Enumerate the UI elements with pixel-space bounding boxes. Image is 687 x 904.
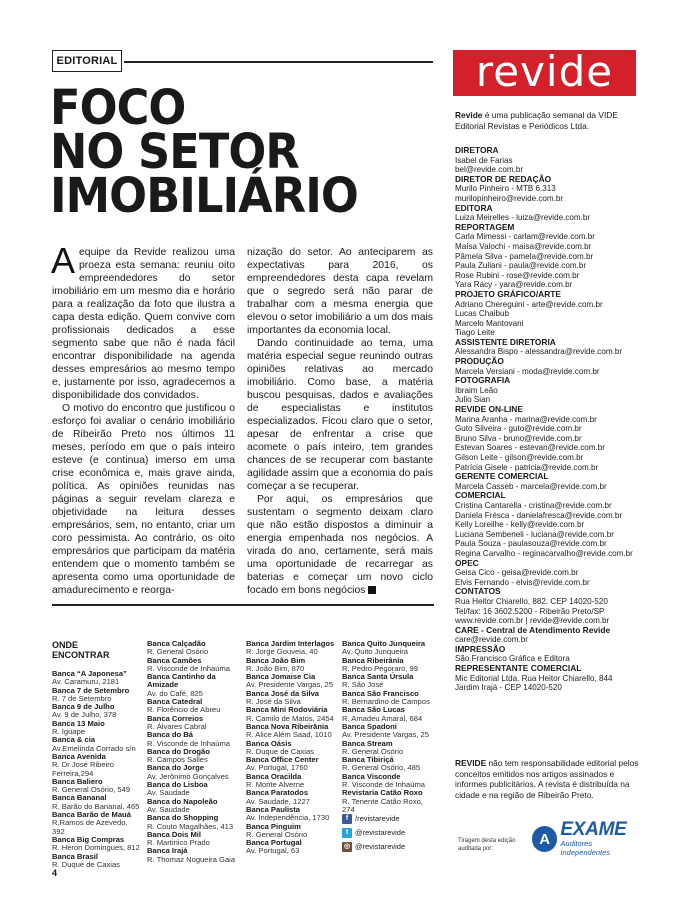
- staff-list: [455, 146, 643, 693]
- newsstand-address: R. Tenente Catão Roxo, 274: [342, 796, 423, 814]
- social-instagram[interactable]: [342, 840, 405, 853]
- staff-line: Tel/fax: 16 3602.5200 - Ribeirão Preto/SP: [455, 606, 605, 616]
- intro-brand: Revide: [455, 110, 483, 120]
- newsstand-address: R. General Osório, 485: [342, 763, 421, 773]
- staff-line: Julio Sian: [455, 395, 491, 405]
- article-paragraph: [51, 240, 235, 402]
- newsstand-name: Banca Cantinho da Amizade: [147, 672, 216, 690]
- newsstand-address: R. General Osório: [246, 829, 308, 839]
- disclaimer-brand: REVIDE: [455, 758, 487, 768]
- newsstand-name: Banca Brasil: [52, 851, 99, 861]
- staff-line: Geisa Cico - geisa@revide.com.br: [455, 568, 579, 578]
- newsstand-address: R. Iguape: [52, 727, 85, 737]
- newsstand-name: Banca Baliero: [52, 776, 103, 786]
- newsstand-address: Av. Jerônimo Gonçalves: [147, 771, 229, 781]
- staff-line: murilopinheiro@revide.com.br: [455, 193, 564, 203]
- staff-line: Estevan Soares - estevan@revide.com.br: [455, 443, 605, 453]
- section-rule: [52, 604, 434, 606]
- social-facebook[interactable]: [342, 812, 405, 825]
- staff-heading: CARE - Central de Atendimento Revide: [455, 624, 611, 635]
- newsstand-name: Banca 13 Maio: [52, 718, 105, 728]
- newsstand-name: Banca São Francisco: [342, 688, 419, 698]
- newsstand-name: Banca Barão de Mauá: [52, 810, 131, 820]
- newsstand-name: Banca Ribeirânia: [342, 655, 404, 665]
- newsstand-address: R. Amadeu Amaral, 684: [342, 713, 423, 723]
- staff-heading: PROJETO GRÁFICO/ARTE: [455, 288, 561, 299]
- staff-line: Paula Zuliani - paula@revide.com.br: [455, 261, 587, 271]
- newsstand-address: Av. Saudade: [147, 788, 190, 798]
- newsstand-address: R. Dr José Ribeiro Ferreira,294: [52, 760, 115, 778]
- staff-line: Carla Mimessi - carlam@revide.com.br: [455, 232, 595, 242]
- newsstand-name: Banca Correios: [147, 713, 204, 723]
- top-rule: [124, 61, 433, 63]
- newsstand-address: Av. do Café, 825: [147, 688, 203, 698]
- newsstand-column-2: [147, 640, 242, 864]
- instagram-icon: ◎: [343, 843, 351, 850]
- staff-line: Marcela Versiani - moda@revide.com.br: [455, 366, 600, 376]
- newsstand-name: Banca Office Center: [246, 755, 319, 765]
- facebook-icon: f: [342, 814, 352, 824]
- staff-line: bel@revide.com.br: [455, 165, 524, 175]
- newsstand-address: Av. Portugal, 63: [246, 846, 300, 856]
- newsstand-name: Banca do Lisboa: [147, 780, 208, 790]
- newsstand-name: Banca do Bá: [147, 730, 193, 740]
- newsstand-address: R. Visconde de Inhaúma: [147, 663, 231, 673]
- staff-heading: OPEC: [455, 557, 479, 568]
- newsstand-address: R. Álvares Cabral: [147, 721, 207, 731]
- newsstand-address: R. Bernardino de Campos: [342, 697, 430, 707]
- newsstand-name: Banca João Bim: [246, 655, 306, 665]
- newsstand-name: Banca Paulista: [246, 804, 301, 814]
- staff-heading: FOTOGRAFIA: [455, 375, 511, 386]
- newsstand-address: R. Monte Alverne: [246, 780, 305, 790]
- newsstand-name: Revistaria Catão Roxo: [342, 788, 423, 798]
- staff-heading: ASSISTENTE DIRETORIA: [455, 336, 556, 347]
- newsstand-address: R. 7 de Setembro: [52, 693, 112, 703]
- staff-line: Kelly Loreilhe - kelly@revide.com.br: [455, 520, 585, 530]
- staff-line: Daniela Frésca - danielafresca@revide.com.br: [455, 510, 623, 520]
- page-number: 4: [52, 868, 58, 878]
- newsstand-name: Banca Paratodos: [246, 788, 309, 798]
- staff-line: Rua Heitor Chiarello, 882. CEP 14020-520: [455, 596, 608, 606]
- staff-line: Regina Carvalho - reginacarvalho@revide.com.br: [455, 548, 633, 558]
- newsstand-address: Av. Presidente Vargas, 25: [246, 680, 333, 690]
- article-column-1: [51, 240, 235, 597]
- staff-line: Luiza Meirelles - luiza@revide.com.br: [455, 213, 591, 223]
- staff-heading: REVIDE ON-LINE: [455, 404, 523, 415]
- newsstand-name: Banca do Jorge: [147, 763, 204, 773]
- newsstand-name: Banca Calçadão: [147, 639, 206, 648]
- social-handle: /revistarevide: [355, 814, 400, 823]
- social-twitter[interactable]: [342, 826, 405, 839]
- newsstand-name: Banca São Lucas: [342, 705, 405, 715]
- newsstand-address: R. Thomaz Nogueira Gaia: [147, 854, 236, 864]
- exame-mark-icon: A: [532, 826, 557, 852]
- article-paragraph: [247, 493, 433, 597]
- newsstand-address: Av. Independência, 1730: [246, 813, 330, 823]
- publisher-intro: [455, 110, 637, 131]
- newsstand-address: R. Alice Além Saad, 1010: [246, 730, 332, 740]
- staff-heading: REPRESENTANTE COMERCIAL: [455, 663, 582, 674]
- newsstand-address: R.Ramos de Azevedo, 392: [52, 818, 128, 836]
- intro-text: é uma publicação semanal da VIDE Editorial Revistas e Periódicos Ltda.: [455, 110, 618, 131]
- newsstand-name: Banca Pinguim: [246, 821, 301, 831]
- newsstand-name: Banca Catedral: [147, 697, 203, 707]
- staff-line: Tiago Leite: [455, 328, 495, 338]
- social-handle: @revistarevide: [355, 828, 406, 837]
- newsstand-address: R. Florêncio de Abreu: [147, 705, 221, 715]
- staff-line: Guto Silveira - guto@revide.com.br: [455, 424, 582, 434]
- newsstand-name: Banca Mini Rodoviária: [246, 705, 328, 715]
- staff-line: Isabel de Farias: [455, 155, 513, 165]
- staff-line: Gilson Leite - gilson@revide.com.br: [455, 453, 584, 462]
- newsstand-address: R. Jorge Gouveia, 40: [246, 647, 318, 657]
- newsstand-address: R. General Osório: [147, 647, 209, 657]
- staff-line: Marcela Casseb - marcela@revide.com.br: [455, 481, 607, 491]
- twitter-icon: t: [342, 828, 352, 838]
- staff-line: Jardim Irajá - CEP 14020-520: [455, 683, 562, 693]
- newsstand-address: Av. Saudade: [147, 804, 190, 814]
- newsstand-name: Banca & cia: [52, 735, 96, 745]
- newsstand-name: Banca Oracilda: [246, 771, 302, 781]
- newsstand-address: R. Camilo de Matos, 2454: [246, 713, 334, 723]
- onde-encontrar-title: ONDE ENCONTRAR: [52, 640, 110, 660]
- newsstand-name: Banca Dois Mil: [147, 829, 202, 839]
- newsstand-address: R. Barão do Bananal, 465: [52, 801, 140, 811]
- newsstand-column-3: [246, 640, 339, 856]
- article-text: equipe da Revide realizou uma proeza esta semana: reuniu oito empreendedores do setor imobiliário em um mesmo dia e horário para a realização da foto que ilustra a capa desta edição. Quem convive com profissionais dedicados a esse segmento sabe que não é nada fácil encontrar disponibilidade na agenda desses empresários ao mesmo tempo e, justamente por isso, agradecemos a disponibilidade dos convidados.: [52, 247, 235, 401]
- newsstand-column-4: [342, 640, 434, 814]
- newsstand-address: Av. Caramuru, 2181: [52, 677, 120, 687]
- staff-line: Rose Rubini - rose@revide.com.br: [455, 270, 580, 280]
- section-tag: EDITORIAL: [52, 50, 122, 72]
- staff-line: Patrícia Gisele - patricia@revide.com.br: [455, 462, 599, 472]
- newsstand-address: R. José da Silva: [246, 697, 301, 707]
- newsstand-name: Banca José da Silva: [246, 688, 320, 698]
- newsstand-address: R. General Osório, 549: [52, 785, 131, 795]
- staff-line: Pâmela Silva - pamela@revide.com.br: [455, 251, 594, 261]
- staff-heading: EDITORA: [455, 202, 493, 213]
- staff-line: Marcelo Mantovani: [455, 318, 524, 328]
- staff-line: Murilo Pinheiro - MTB 6.313: [455, 184, 556, 194]
- article-column-2: [247, 246, 433, 597]
- staff-line: Paula Souza - paulasouza@revide.com.br: [455, 539, 607, 549]
- newsstand-address: R. Campos Salles: [147, 755, 208, 765]
- newsstand-name: Banca 9 de Julho: [52, 702, 115, 712]
- newsstand-name: Banca Big Compras: [52, 834, 125, 844]
- article-paragraph: Dando continuidade ao tema, uma matéria especial segue reunindo outras opiniões relativas ao mercado imobiliário. Como base, a matéria buscou pesquisas, dados e avaliações de especialistas e institutos especializados. Ficou claro que o setor, apesar de enfrentar a crise que acomete o país inteiro, tem grandes chances de se recuperar com bastante agilidade assim que a economia do país começar a se recuperar.: [247, 338, 433, 492]
- newsstand-name: Banca “A Japonesa”: [52, 669, 127, 678]
- newsstand-address: R. Visconde de Inhaúma: [342, 780, 426, 790]
- newsstand-name: Banca do Napoleão: [147, 796, 218, 806]
- newsstand-name: Banca Tibiriçá: [342, 755, 394, 765]
- newsstand-address: Av.Emelinda Corrado s/n: [52, 743, 136, 753]
- newsstand-address: R. Duque de Caxias: [246, 746, 314, 756]
- headline: [50, 80, 408, 224]
- newsstand-address: R. Pedro Pegoraro, 99: [342, 663, 418, 673]
- staff-line: Bruno Silva - bruno@revide.com.br: [455, 433, 582, 443]
- newsstand-address: Av. Quito Junqueira: [342, 647, 408, 657]
- staff-line: Alessandra Bispo - alessandra@revide.com.br: [455, 347, 623, 357]
- staff-line: Marina Aranha - marina@revide.com.br: [455, 414, 597, 424]
- staff-line: Luciana Sembeneli - luciana@revide.com.br: [455, 529, 614, 539]
- staff-line: Cristina Cantarella - cristina@revide.com.br: [455, 500, 612, 510]
- newsstand-name: Banca Santa Úrsula: [342, 672, 414, 682]
- newsstand-address: R. Couto Magalhães, 413: [147, 821, 234, 831]
- newsstand-column-1: [52, 670, 142, 869]
- newsstand-address: Av. Presidente Vargas, 25: [342, 730, 429, 740]
- staff-heading: COMERCIAL: [455, 490, 506, 501]
- exame-subtitle: Auditores Independentes: [560, 839, 611, 857]
- newsstand-name: Banca Quito Junqueira: [342, 639, 426, 648]
- newsstand-name: Banca Portugal: [246, 838, 302, 848]
- newsstand-name: Banca Nova Ribeirânia: [246, 721, 329, 731]
- exame-logo: [532, 819, 642, 857]
- headline-line-1: FOCO: [50, 80, 186, 136]
- article-text: Por aqui, os empresários que sustentam o segmento deixam claro que não estão dispostos a diminuir a energia empenhada nos negócios. A virada do ano, certamente, será mais uma oportunidade de recarregar as baterias e começar um novo ciclo focado em bons negócios: [247, 494, 433, 596]
- newsstand-name: Banca Visconde: [342, 771, 401, 781]
- staff-line: Elvis Fernando - elvis@revide.com.br: [455, 577, 590, 587]
- staff-heading: DIRETORA: [455, 145, 499, 155]
- newsstand-name: Banca do Shopping: [147, 813, 219, 823]
- newsstand-address: R. São José: [342, 680, 384, 690]
- newsstand-address: R. Heron Domingues, 812: [52, 843, 140, 853]
- newsstand-name: Banca Bananal: [52, 793, 107, 803]
- newsstand-name: Banca do Drogão: [147, 746, 210, 756]
- staff-line: Adriano Chereguini - arte@revide.com.br: [455, 299, 603, 309]
- tiragem-note: Tiragem desta edição auditada por:: [458, 838, 516, 852]
- staff-line: São Francisco Gráfica e Editora: [455, 654, 570, 664]
- revide-logo: revide: [453, 50, 636, 96]
- staff-heading: PRODUÇÃO: [455, 356, 504, 367]
- newsstand-name: Banca Spadoni: [342, 721, 397, 731]
- drop-cap: A: [51, 240, 76, 281]
- newsstand-address: R. Visconde de Inhaúma: [147, 738, 231, 748]
- newsstand-name: Banca 7 de Setembro: [52, 685, 130, 695]
- staff-line: Ibraim Leão: [455, 385, 498, 395]
- newsstand-name: Banca Oásis: [246, 738, 292, 748]
- exame-name: EXAME: [560, 819, 627, 840]
- newsstand-address: R. Duque de Caxias: [52, 859, 120, 869]
- headline-line-3: IMOBILIÁRIO: [50, 168, 358, 224]
- newsstand-address: R. General Osório: [342, 746, 404, 756]
- newsstand-name: Banca Avenida: [52, 751, 106, 761]
- newsstand-name: Banca Stream: [342, 738, 393, 748]
- social-links: [342, 812, 405, 854]
- newsstand-name: Banca Irajá: [147, 846, 188, 856]
- staff-heading: GERENTE COMERCIAL: [455, 471, 549, 482]
- staff-heading: CONTATOS: [455, 586, 501, 597]
- end-mark-icon: [368, 586, 376, 594]
- staff-line: www.revide.com.br | revide@revide.com.br: [455, 616, 610, 626]
- newsstand-address: Av. 9 de Julho, 378: [52, 710, 117, 720]
- newsstand-name: Banca Jomaise Cia: [246, 672, 316, 682]
- headline-line-2: NO SETOR: [50, 124, 299, 180]
- disclaimer: [455, 758, 643, 800]
- newsstand-name: Banca Jardim Interlagos: [246, 639, 335, 648]
- newsstand-name: Banca Camões: [147, 655, 202, 665]
- staff-line: care@revide.com.br: [455, 635, 528, 645]
- staff-heading: DIRETOR DE REDAÇÃO: [455, 173, 552, 184]
- article-paragraph: O motivo do encontro que justificou o esforço foi avaliar o cenário imobiliário de Ribeirão Preto nos últimos 11 meses, período em que o país inteiro esteve (e continua) imerso em uma crise econômica e, mais grave ainda, política. As opiniões reunidas nas páginas a seguir revelam clareza e objetividade na leitura desses empresários, sem, no entanto, criar um coro pessimista. Ao contrário, os oito empresários que participam da matéria entendem que o momento também se apresenta como uma oportunidade de amadurecimento e reorga-: [52, 403, 235, 596]
- newsstand-address: Av. Portugal, 1760: [246, 763, 308, 773]
- newsstand-address: Av. Saudade, 1227: [246, 796, 310, 806]
- staff-heading: IMPRESSÃO: [455, 643, 506, 654]
- disclaimer-text: não tem responsabilidade editorial pelos conceitos emitidos nos artigos assinados e informes publicitários. A revista é distribuída na cidade e na região de Ribeirão Preto.: [455, 758, 639, 800]
- staff-heading: REPORTAGEM: [455, 221, 515, 232]
- staff-line: Mic Editorial Ltda. Rua Heitor Chiarello, 844: [455, 673, 613, 683]
- newsstand-address: R. João Bim, 870: [246, 663, 305, 673]
- article-paragraph: nização do setor. Ao anteciparem as expectativas para 2016, os empreendedores desta capa revelam que o segredo será não parar de trabalhar com a mesma energia que elevou o setor imobiliário a um dos mais importantes da economia local.: [247, 247, 433, 336]
- staff-line: Maísa Valochi - maisa@revide.com.br: [455, 241, 592, 251]
- staff-line: Yara Racy - yara@revide.com.br: [455, 280, 573, 290]
- social-handle: @revistarevide: [355, 842, 406, 851]
- staff-line: Lucas Chaibub: [455, 309, 509, 319]
- newsstand-address: R. Martinico Prado: [147, 838, 210, 848]
